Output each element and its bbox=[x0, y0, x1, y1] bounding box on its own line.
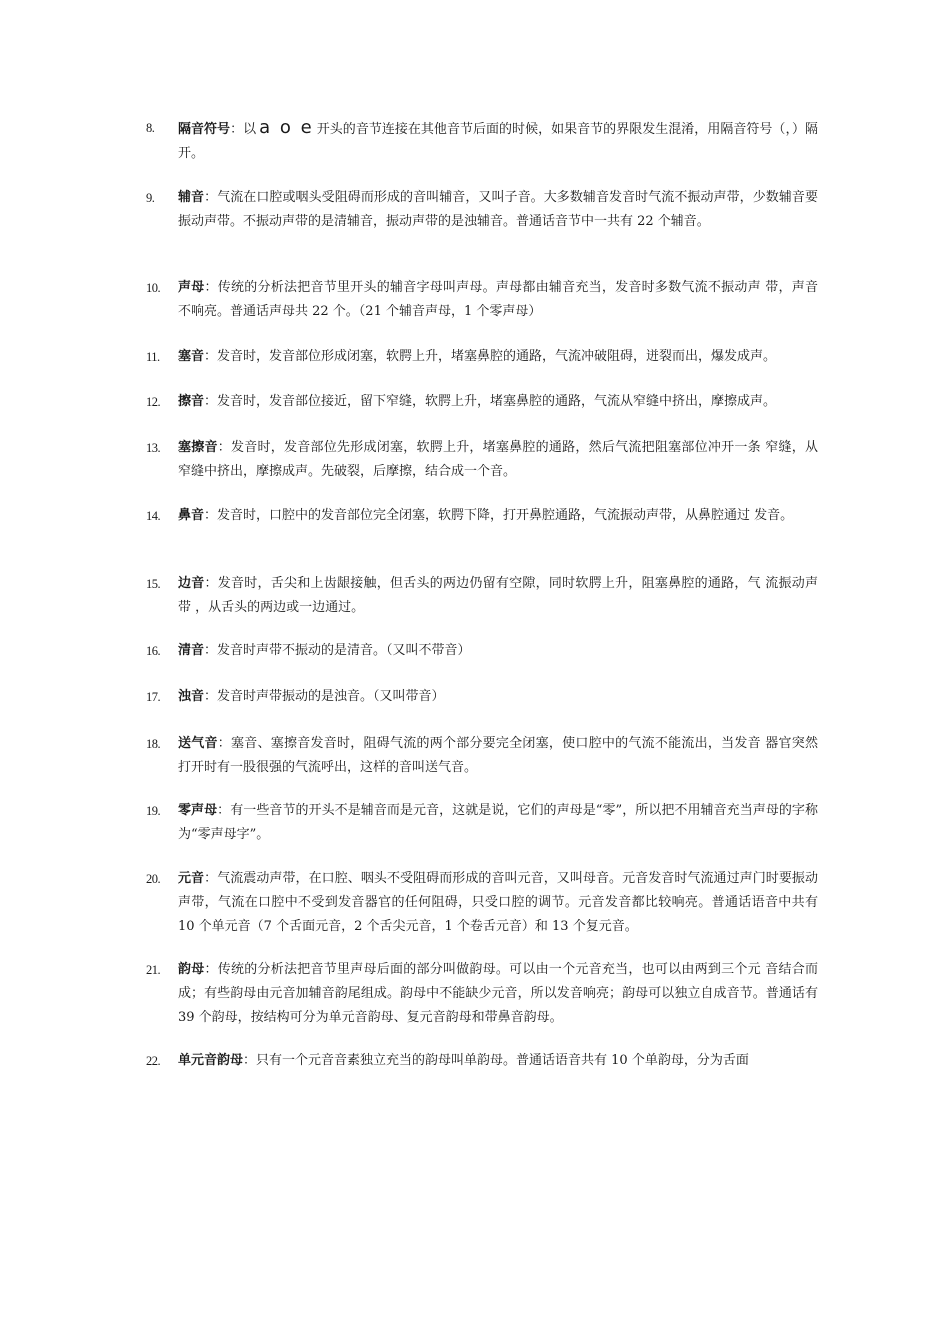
list-item bbox=[146, 390, 818, 414]
list-item bbox=[146, 1049, 818, 1073]
definition: 发音时声带不振动的是清音。（又叫不带音） bbox=[217, 643, 471, 658]
item-number: 22. bbox=[146, 1054, 161, 1068]
list-item bbox=[146, 958, 818, 1030]
item-content bbox=[178, 1049, 818, 1073]
term: 边音 bbox=[178, 576, 205, 591]
term: 清音 bbox=[178, 643, 205, 658]
item-number: 20. bbox=[146, 872, 161, 886]
item-content bbox=[178, 276, 818, 324]
term: 擦音 bbox=[178, 394, 205, 409]
item-number: 9. bbox=[146, 191, 155, 205]
term: 单元音韵母 bbox=[178, 1053, 244, 1068]
term: 鼻音 bbox=[178, 508, 205, 523]
term-separator: ： bbox=[230, 122, 244, 137]
definition: 发音时，发音部位先形成闭塞，软腭上升，堵塞鼻腔的通路，然后气流把阻塞部位冲开一条 窄缝，从窄缝中挤出，摩擦成声。先破裂，后摩擦，结合成一个音。 bbox=[178, 440, 818, 479]
term-separator: ： bbox=[204, 643, 218, 658]
term: 零声母 bbox=[178, 803, 218, 818]
item-number: 16. bbox=[146, 644, 161, 658]
list-item bbox=[146, 186, 818, 234]
item-content bbox=[178, 732, 818, 780]
term-separator: ： bbox=[243, 1053, 257, 1068]
item-content bbox=[178, 639, 818, 663]
item-content bbox=[178, 390, 818, 414]
lead-text: 以 bbox=[243, 122, 257, 137]
definition: 有一些音节的开头不是辅音而是元音，这就是说，它们的声母是“零”，所以把不用辅音充当声母的字称为“零声母字”。 bbox=[178, 803, 818, 842]
item-content bbox=[178, 685, 818, 709]
term: 塞擦音 bbox=[178, 440, 218, 455]
list-item bbox=[146, 639, 818, 663]
item-content bbox=[178, 186, 818, 234]
definition: 只有一个元音音素独立充当的韵母叫单韵母。普通话语音共有 10 个单韵母，分为舌面 bbox=[256, 1053, 749, 1068]
definition: 气流在口腔或咽头受阻碍而形成的音叫辅音，又叫子音。大多数辅音发音时气流不振动声带，少数辅音要振动声带。不振动声带的是清辅音，振动声带的是浊辅音。普通话音节中一共有 22 个辅音。 bbox=[178, 190, 818, 229]
list-item bbox=[146, 276, 818, 324]
item-number: 21. bbox=[146, 963, 161, 977]
definition: 发音时，舌尖和上齿龈接触，但舌头的两边仍留有空隙，同时软腭上升，阻塞鼻腔的通路，气 流振动声带 ，从舌头的两边或一边通过。 bbox=[178, 576, 818, 615]
item-number: 8. bbox=[146, 121, 155, 135]
term: 隔音符号 bbox=[178, 122, 231, 137]
term-separator: ： bbox=[204, 280, 218, 295]
list-item bbox=[146, 116, 818, 166]
term-separator: ： bbox=[217, 736, 231, 751]
item-content bbox=[178, 572, 818, 620]
definition: 发音时声带振动的是浊音。（又叫带音） bbox=[217, 689, 445, 704]
definition: 传统的分析法把音节里开头的辅音字母叫声母。声母都由辅音充当，发音时多数气流不振动声 带，声音不响亮。普通话声母共 22 个。（21 个辅音声母，1 个零声母） bbox=[178, 280, 818, 319]
term: 浊音 bbox=[178, 689, 205, 704]
list-item bbox=[146, 436, 818, 484]
term-separator: ： bbox=[204, 871, 218, 886]
list-item bbox=[146, 867, 818, 939]
item-number: 14. bbox=[146, 509, 161, 523]
term: 送气音 bbox=[178, 736, 218, 751]
term: 元音 bbox=[178, 871, 205, 886]
term-separator: ： bbox=[217, 803, 231, 818]
term-separator: ： bbox=[204, 508, 218, 523]
term-separator: ： bbox=[204, 962, 218, 977]
term-separator: ： bbox=[204, 576, 218, 591]
term-separator: ： bbox=[204, 394, 218, 409]
item-content bbox=[178, 345, 818, 369]
term-separator: ： bbox=[204, 190, 218, 205]
term-separator: ： bbox=[204, 689, 218, 704]
list-item bbox=[146, 799, 818, 847]
definition: 开头的音节连接在其他音节后面的时候，如果音节的界限发生混淆，用隔音符号（，）隔开。 bbox=[178, 122, 818, 161]
term: 韵母 bbox=[178, 962, 205, 977]
item-number: 13. bbox=[146, 441, 161, 455]
definition: 气流震动声带，在口腔、咽头不受阻碍而形成的音叫元音，又叫母音。元音发音时气流通过声门时要振动声带，气流在口腔中不受到发音器官的任何阻碍，只受口腔的调节。元音发音都比较响亮。普通话语音中共有 10 个单元音（7 个舌面元音，2 个舌尖元音，1 个卷舌元音）和 13 个复元音。 bbox=[178, 871, 818, 934]
list-item bbox=[146, 345, 818, 369]
item-content bbox=[178, 504, 818, 528]
item-content bbox=[178, 116, 818, 166]
definition: 传统的分析法把音节里声母后面的部分叫做韵母。可以由一个元音充当，也可以由两到三个元 音结合而成；有些韵母由元音加辅音韵尾组成。韵母中不能缺少元音，所以发音响亮；韵母可以独立自成音节。普通话有 39 个韵母，按结构可分为单元音韵母、复元音韵母和带鼻音韵母。 bbox=[178, 962, 818, 1025]
term: 塞音 bbox=[178, 349, 205, 364]
item-number: 11. bbox=[146, 350, 160, 364]
item-content bbox=[178, 867, 818, 939]
term-separator: ： bbox=[217, 440, 231, 455]
term: 声母 bbox=[178, 280, 205, 295]
term-separator: ： bbox=[204, 349, 218, 364]
definition: 塞音、塞擦音发音时，阻碍气流的两个部分要完全闭塞，使口腔中的气流不能流出，当发音 器官突然打开时有一股很强的气流呼出，这样的音叫送气音。 bbox=[178, 736, 818, 775]
list-item bbox=[146, 732, 818, 780]
definition: 发音时，口腔中的发音部位完全闭塞，软腭下降，打开鼻腔通路，气流振动声带，从鼻腔通过 发音。 bbox=[217, 508, 794, 523]
item-content bbox=[178, 436, 818, 484]
vowel-letters: a o e bbox=[259, 117, 314, 138]
list-item bbox=[146, 504, 818, 528]
definition: 发音时，发音部位形成闭塞，软腭上升，堵塞鼻腔的通路，气流冲破阻碍，迸裂而出，爆发成声。 bbox=[217, 349, 777, 364]
list-item bbox=[146, 685, 818, 709]
item-content bbox=[178, 958, 818, 1030]
item-number: 15. bbox=[146, 577, 161, 591]
item-number: 17. bbox=[146, 690, 161, 704]
list-item bbox=[146, 572, 818, 620]
definition: 发音时，发音部位接近，留下窄缝，软腭上升，堵塞鼻腔的通路，气流从窄缝中挤出，摩擦成声。 bbox=[217, 394, 777, 409]
item-number: 10. bbox=[146, 281, 161, 295]
item-number: 12. bbox=[146, 395, 161, 409]
item-number: 19. bbox=[146, 804, 161, 818]
item-number: 18. bbox=[146, 737, 161, 751]
item-content bbox=[178, 799, 818, 847]
term: 辅音 bbox=[178, 190, 205, 205]
